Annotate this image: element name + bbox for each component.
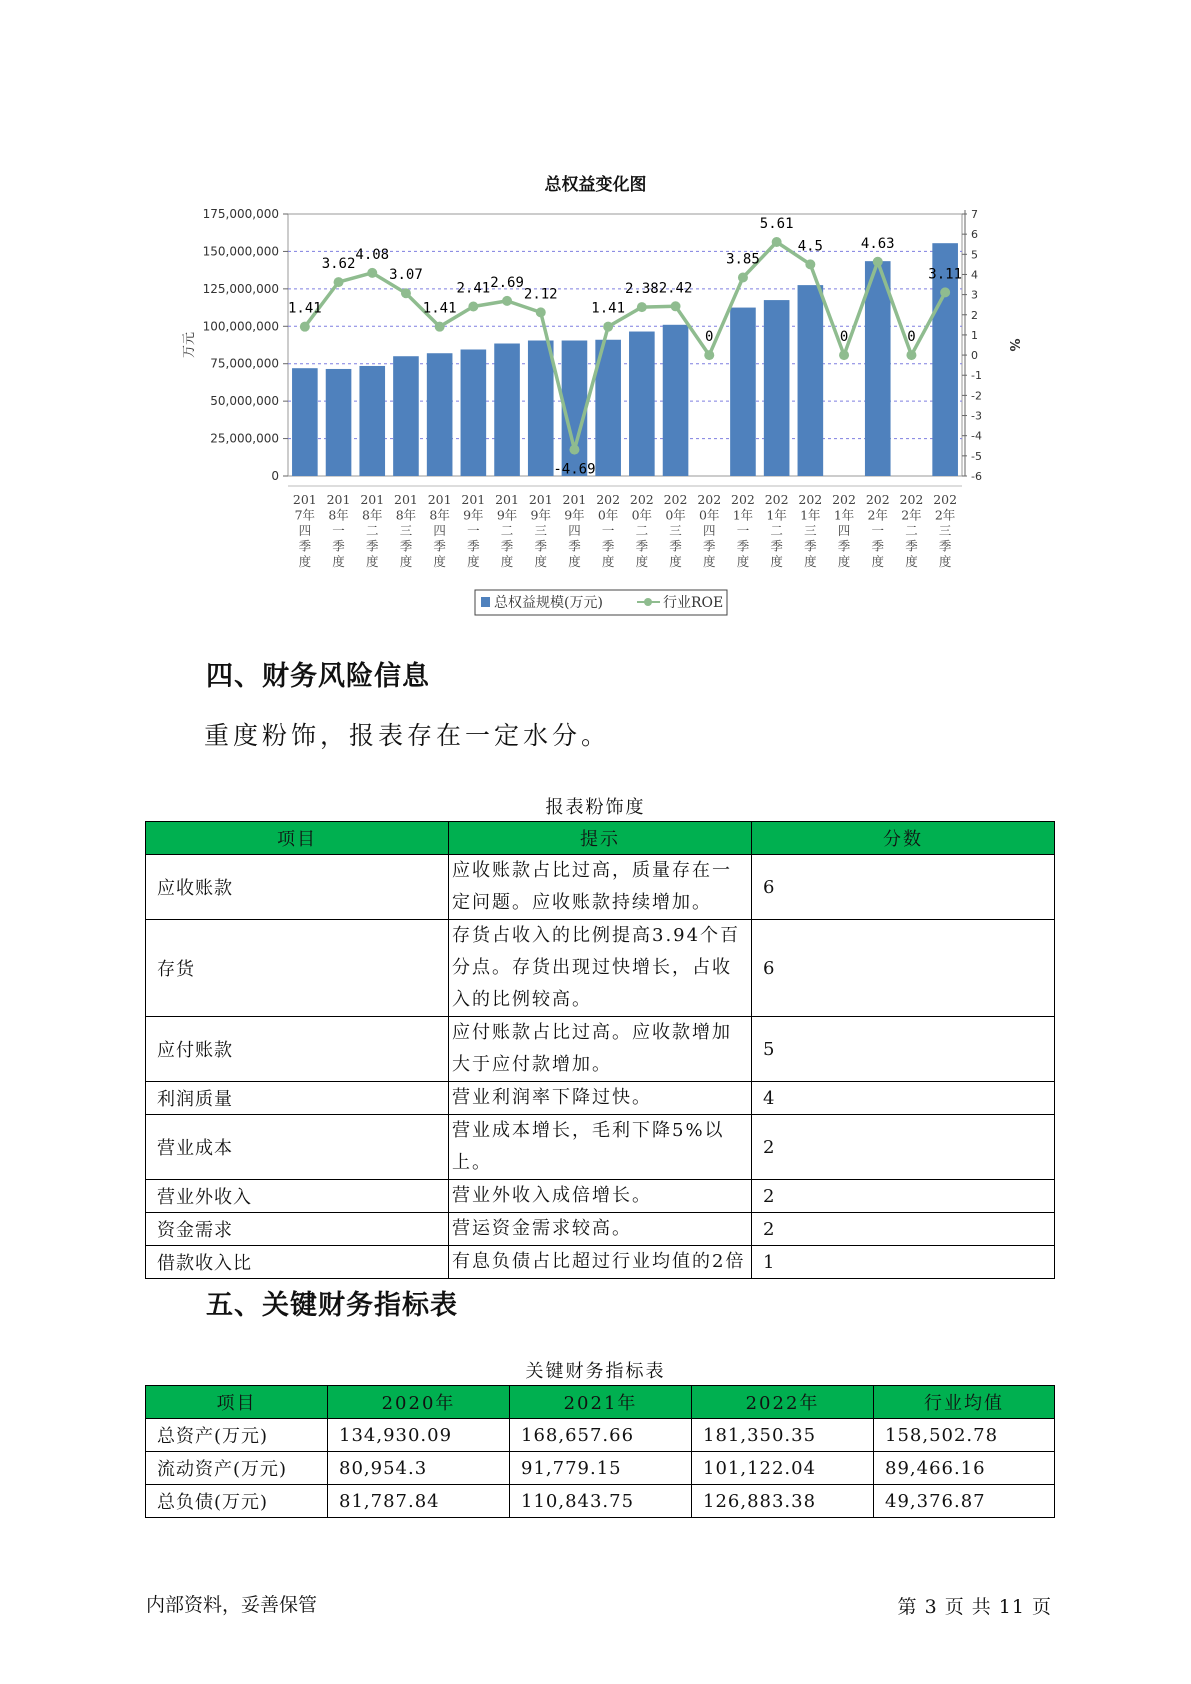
y-axis-left-label: 万元 — [182, 331, 197, 359]
roe-data-label: 1.41 — [422, 300, 457, 317]
table-row — [146, 1452, 1055, 1485]
roe-data-label: 4.08 — [355, 246, 390, 263]
x-tick-label-line: 四 — [433, 523, 446, 538]
roe-point — [300, 322, 310, 332]
row-hint: 营业利润率下降过快。 — [449, 1082, 752, 1115]
x-tick-label-line: 202 — [697, 492, 722, 507]
roe-point — [772, 237, 782, 247]
row-2022: 101,122.04 — [692, 1452, 874, 1485]
row-hint: 有息负债占比超过行业均值的2倍 — [449, 1246, 752, 1279]
equity-bar — [764, 300, 790, 476]
x-tick-label-line: 202 — [832, 492, 856, 507]
x-tick-label-line: 1年 — [800, 507, 821, 523]
equity-bar — [326, 369, 352, 476]
roe-data-label: 2.12 — [523, 286, 558, 303]
header-2021: 2021年 — [510, 1386, 692, 1419]
table-row — [146, 1082, 1055, 1115]
row-item: 流动资产(万元) — [146, 1452, 328, 1485]
row-score: 6 — [752, 920, 1055, 1017]
x-tick-label-line: 8年 — [362, 507, 383, 523]
x-tick-label-line: 201 — [326, 492, 351, 507]
header-item: 项目 — [146, 822, 449, 855]
x-tick-label-line: 7年 — [294, 507, 316, 523]
x-tick-label-line: 季 — [534, 538, 548, 554]
x-tick-label-line: 8年 — [395, 507, 417, 523]
x-tick-label — [428, 492, 452, 569]
x-tick-label-line: 一 — [736, 523, 750, 538]
x-tick-label-line: 四 — [702, 523, 716, 538]
x-tick-label-line: 度 — [905, 554, 918, 569]
y-right-tick-label: -5 — [971, 449, 982, 463]
y-left-tick-label: 150,000,000 — [202, 244, 279, 259]
row-hint: 存货占收入的比例提高3.94个百分点。存货出现过快增长，占收入的比例较高。 — [449, 920, 752, 1017]
y-right-tick-label: 5 — [971, 248, 978, 262]
table-row — [146, 1485, 1055, 1518]
x-tick-label — [630, 492, 654, 569]
y-left-tick-label: 25,000,000 — [210, 431, 279, 446]
x-tick-label-line: 度 — [332, 554, 345, 569]
x-tick-label-line: 季 — [938, 538, 952, 554]
row-score: 2 — [752, 1115, 1055, 1180]
x-tick-label-line: 202 — [899, 492, 924, 507]
x-tick-label-line: 度 — [601, 554, 615, 569]
equity-bar — [528, 341, 554, 476]
x-tick-label — [765, 492, 789, 569]
kpi-table-header — [146, 1386, 1055, 1419]
x-tick-label-line: 三 — [669, 523, 682, 538]
roe-point — [671, 301, 681, 311]
row-score: 2 — [752, 1213, 1055, 1246]
x-tick-label-line: 季 — [770, 538, 783, 554]
y-left-tick-label: 100,000,000 — [202, 319, 279, 334]
x-tick-label-line: 三 — [804, 523, 817, 538]
section5-heading: 五、关键财务指标表 — [206, 1290, 458, 1321]
x-tick-label — [327, 492, 351, 569]
x-tick-label-line: 度 — [702, 554, 716, 569]
x-tick-label — [360, 492, 384, 569]
x-tick-label — [394, 492, 418, 569]
row-item: 应付账款 — [146, 1017, 449, 1082]
roe-data-label: 3.07 — [389, 267, 423, 284]
x-tick-label-line: 二 — [500, 523, 514, 538]
header-2022: 2022年 — [692, 1386, 874, 1419]
x-tick-label-line: 1年 — [766, 507, 787, 523]
row-item: 应收账款 — [146, 855, 449, 920]
table-row — [146, 855, 1055, 920]
x-tick-label-line: 季 — [871, 538, 885, 554]
y-right-tick-label: 7 — [971, 208, 978, 221]
x-tick-label — [495, 492, 519, 569]
x-tick-label-line: 四 — [298, 523, 312, 538]
row-item: 借款收入比 — [146, 1246, 449, 1279]
legend-bar-swatch — [481, 597, 490, 607]
x-tick-label-line: 202 — [629, 492, 654, 507]
kpi-table — [145, 1385, 1055, 1518]
x-tick-label — [697, 492, 721, 569]
roe-point — [334, 277, 344, 287]
row-2020: 134,930.09 — [328, 1419, 510, 1452]
row-score: 5 — [752, 1017, 1055, 1082]
x-tick-label — [832, 492, 856, 569]
x-tick-label-line: 度 — [871, 554, 885, 569]
x-tick-label-line: 四 — [837, 523, 851, 538]
row-2021: 168,657.66 — [510, 1419, 692, 1452]
roe-point — [367, 268, 377, 278]
x-tick-label — [563, 492, 587, 569]
roe-point — [603, 322, 613, 332]
x-tick-label — [731, 492, 755, 569]
row-2022: 181,350.35 — [692, 1419, 874, 1452]
y-right-tick-label: -1 — [971, 369, 982, 383]
x-tick-label-line: 0年 — [597, 507, 619, 523]
equity-bar — [359, 366, 385, 476]
x-tick-label-line: 201 — [292, 492, 317, 507]
roe-point — [738, 272, 748, 282]
x-tick-label-line: 度 — [534, 554, 548, 569]
roe-point — [502, 296, 512, 306]
x-tick-label-line: 202 — [663, 492, 688, 507]
roe-point — [435, 322, 445, 332]
roe-data-label: 0 — [839, 329, 849, 346]
x-tick-label-line: 202 — [933, 492, 958, 507]
row-avg: 49,376.87 — [874, 1485, 1055, 1518]
row-item: 资金需求 — [146, 1213, 449, 1246]
roe-data-label: 4.5 — [797, 238, 823, 255]
roe-data-label: 4.63 — [860, 235, 895, 252]
equity-bar — [427, 353, 453, 476]
x-tick-label-line: 201 — [461, 492, 486, 507]
y-left-tick-label: 125,000,000 — [202, 281, 279, 296]
y-right-tick-label: 0 — [971, 349, 978, 363]
row-2020: 81,787.84 — [328, 1485, 510, 1518]
row-item: 存货 — [146, 920, 449, 1017]
header-score: 分数 — [752, 822, 1055, 855]
x-tick-label-line: 201 — [360, 492, 385, 507]
x-tick-label-line: 9年 — [564, 507, 585, 523]
row-item: 营业外收入 — [146, 1180, 449, 1213]
roe-point — [401, 288, 411, 298]
y-right-tick-label: 2 — [971, 308, 978, 322]
row-2022: 126,883.38 — [692, 1485, 874, 1518]
roe-data-label: 3.62 — [321, 256, 356, 273]
x-tick-label-line: 一 — [467, 523, 480, 538]
roe-data-label: 1.41 — [591, 300, 626, 317]
section4-heading: 四、财务风险信息 — [206, 661, 430, 692]
row-score: 2 — [752, 1180, 1055, 1213]
y-right-tick-label: -2 — [971, 389, 982, 403]
y-right-tick-label: 3 — [971, 288, 978, 302]
y-axis-right-label: % — [1006, 338, 1021, 352]
row-2021: 91,779.15 — [510, 1452, 692, 1485]
x-tick-label-line: 季 — [905, 538, 918, 554]
risk-summary: 重度粉饰，报表存在一定水分。 — [204, 721, 611, 750]
x-tick-label-line: 202 — [596, 492, 621, 507]
x-tick-label-line: 度 — [500, 554, 514, 569]
footer-page-number: 第 3 页 共 11 页 — [897, 1596, 1052, 1618]
roe-point — [839, 350, 849, 360]
x-tick-label-line: 0年 — [665, 507, 686, 523]
x-tick-label-line: 一 — [871, 523, 885, 538]
legend-line-marker — [644, 598, 652, 606]
table-row — [146, 1180, 1055, 1213]
row-score: 1 — [752, 1246, 1055, 1279]
roe-data-label: -4.69 — [553, 461, 596, 478]
x-tick-label-line: 一 — [601, 523, 615, 538]
x-tick-label-line: 8年 — [429, 507, 450, 523]
x-tick-label-line: 季 — [736, 538, 750, 554]
row-hint: 营运资金需求较高。 — [449, 1213, 752, 1246]
x-tick-label-line: 0年 — [631, 507, 653, 523]
y-right-tick-label: 6 — [971, 228, 978, 242]
x-tick-label-line: 度 — [770, 554, 783, 569]
x-tick-label-line: 季 — [365, 538, 379, 554]
y-right-tick-label: -3 — [971, 409, 982, 423]
x-tick-label — [596, 492, 620, 569]
x-tick-label-line: 二 — [365, 523, 379, 538]
risk-table — [145, 821, 1055, 1279]
x-tick-label-line: 202 — [798, 492, 823, 507]
x-tick-label-line: 季 — [601, 538, 615, 554]
x-tick-label-line: 201 — [528, 492, 553, 507]
x-tick-label — [866, 492, 890, 569]
x-tick-label-line: 度 — [736, 554, 750, 569]
x-tick-label-line: 季 — [433, 538, 446, 554]
roe-data-label: 2.42 — [658, 280, 693, 297]
x-tick-label-line: 季 — [298, 538, 312, 554]
x-tick-label-line: 季 — [500, 538, 514, 554]
x-tick-label-line: 季 — [702, 538, 716, 554]
equity-bar — [663, 325, 689, 476]
header-2020: 2020年 — [328, 1386, 510, 1419]
roe-point — [569, 445, 579, 455]
roe-point — [704, 350, 714, 360]
equity-bar — [494, 344, 520, 476]
footer-confidential: 内部资料，妥善保管 — [146, 1594, 318, 1616]
x-tick-label-line: 季 — [804, 538, 817, 554]
x-tick-label-line: 0年 — [699, 507, 720, 523]
equity-bar — [865, 261, 891, 476]
equity-bar — [629, 332, 655, 476]
x-tick-label-line: 季 — [568, 538, 581, 554]
table-row — [146, 1213, 1055, 1246]
row-score: 6 — [752, 855, 1055, 920]
x-tick-label-line: 一 — [332, 523, 345, 538]
x-tick-label-line: 度 — [399, 554, 413, 569]
row-avg: 158,502.78 — [874, 1419, 1055, 1452]
x-tick-label-line: 201 — [427, 492, 452, 507]
roe-data-label: 2.41 — [456, 280, 491, 297]
x-tick-label-line: 2年 — [867, 507, 888, 523]
x-tick-label-line: 季 — [467, 538, 480, 554]
header-industry-avg: 行业均值 — [874, 1386, 1055, 1419]
roe-point — [940, 287, 950, 297]
x-tick-label-line: 度 — [635, 554, 649, 569]
x-tick-label — [461, 492, 485, 569]
x-tick-label-line: 三 — [938, 523, 952, 538]
x-tick-label-line: 三 — [399, 523, 413, 538]
x-tick-label-line: 202 — [764, 492, 789, 507]
x-tick-label-line: 9年 — [463, 507, 484, 523]
x-tick-label-line: 1年 — [833, 507, 855, 523]
roe-data-label: 2.69 — [490, 274, 524, 291]
roe-data-label: 1.41 — [287, 300, 322, 317]
roe-point — [805, 259, 815, 269]
x-tick-label — [529, 492, 553, 569]
header-hint: 提示 — [449, 822, 752, 855]
table-row — [146, 1419, 1055, 1452]
x-tick-label-line: 9年 — [496, 507, 518, 523]
x-tick-label-line: 四 — [568, 523, 581, 538]
x-tick-label-line: 度 — [837, 554, 851, 569]
x-tick-label-line: 1年 — [732, 507, 754, 523]
roe-point — [637, 302, 647, 312]
x-tick-label-line: 季 — [635, 538, 649, 554]
y-left-tick-label: 75,000,000 — [210, 356, 279, 371]
y-right-tick-label: -6 — [971, 470, 982, 483]
x-tick-label-line: 度 — [669, 554, 682, 569]
x-tick-label-line: 二 — [905, 523, 918, 538]
x-tick-label-line: 2年 — [901, 507, 922, 523]
row-item: 利润质量 — [146, 1082, 449, 1115]
table-row — [146, 920, 1055, 1017]
row-2021: 110,843.75 — [510, 1485, 692, 1518]
x-tick-label-line: 度 — [467, 554, 480, 569]
table-row — [146, 1246, 1055, 1279]
row-hint: 应收账款占比过高，质量存在一定问题。应收账款持续增加。 — [449, 855, 752, 920]
equity-bar — [798, 285, 824, 476]
y-left-tick-label: 175,000,000 — [202, 207, 279, 221]
kpi-table-caption: 关键财务指标表 — [525, 1361, 666, 1382]
legend — [475, 590, 727, 615]
x-tick-label-line: 8年 — [328, 507, 349, 523]
row-avg: 89,466.16 — [874, 1452, 1055, 1485]
y-right-tick-label: 4 — [971, 268, 978, 282]
y-left-tick-label: 0 — [271, 469, 279, 483]
roe-data-label: 0 — [705, 329, 714, 346]
x-tick-label-line: 二 — [770, 523, 783, 538]
x-tick-label — [293, 492, 317, 569]
roe-data-label: 5.61 — [759, 216, 794, 233]
row-item: 营业成本 — [146, 1115, 449, 1180]
x-tick-label-line: 201 — [394, 492, 418, 507]
equity-bar — [393, 356, 419, 476]
row-hint: 营业成本增长，毛利下降5%以上。 — [449, 1115, 752, 1180]
roe-data-label: 3.11 — [928, 266, 963, 283]
legend-line-label: 行业ROE — [663, 595, 724, 611]
x-tick-label-line: 季 — [669, 538, 682, 554]
risk-table-header — [146, 822, 1055, 855]
x-tick-label-line: 季 — [399, 538, 413, 554]
row-item: 总负债(万元) — [146, 1485, 328, 1518]
row-item: 总资产(万元) — [146, 1419, 328, 1452]
x-tick-label — [900, 492, 924, 569]
x-tick-label-line: 度 — [804, 554, 817, 569]
row-hint: 营业外收入成倍增长。 — [449, 1180, 752, 1213]
risk-table-caption: 报表粉饰度 — [545, 797, 646, 818]
legend-bar-label: 总权益规模(万元) — [494, 595, 603, 611]
y-right-tick-label: -4 — [971, 429, 982, 443]
x-tick-label-line: 201 — [562, 492, 587, 507]
x-tick-label — [798, 492, 822, 569]
x-tick-label-line: 9年 — [530, 507, 551, 523]
x-tick-label-line: 度 — [433, 554, 446, 569]
roe-point — [468, 302, 478, 312]
x-tick-label — [664, 492, 688, 569]
roe-data-label: 3.85 — [726, 251, 760, 268]
x-tick-label — [933, 492, 957, 569]
equity-chart — [0, 0, 1191, 640]
row-2020: 80,954.3 — [328, 1452, 510, 1485]
equity-bar — [292, 368, 318, 476]
equity-bar — [461, 349, 487, 476]
chart-title: 总权益变化图 — [544, 175, 647, 195]
x-tick-label-line: 201 — [495, 492, 519, 507]
header-item: 项目 — [146, 1386, 328, 1419]
x-tick-label-line: 季 — [332, 538, 345, 554]
row-hint: 应付账款占比过高。应收款增加大于应付款增加。 — [449, 1017, 752, 1082]
roe-point — [536, 307, 546, 317]
x-tick-label-line: 202 — [731, 492, 755, 507]
table-row — [146, 1017, 1055, 1082]
roe-point — [873, 257, 883, 267]
x-tick-label-line: 三 — [534, 523, 548, 538]
x-tick-label-line: 2年 — [934, 507, 956, 523]
x-tick-label-line: 度 — [365, 554, 379, 569]
x-tick-label-line: 度 — [298, 554, 312, 569]
y-right-tick-label: 1 — [971, 328, 978, 342]
roe-data-label: 0 — [907, 329, 916, 346]
equity-bar — [730, 308, 756, 476]
row-score: 4 — [752, 1082, 1055, 1115]
x-tick-label-line: 度 — [568, 554, 581, 569]
x-tick-label-line: 202 — [865, 492, 890, 507]
y-left-tick-label: 50,000,000 — [210, 394, 279, 409]
x-tick-label-line: 度 — [938, 554, 952, 569]
x-tick-label-line: 二 — [635, 523, 649, 538]
x-tick-label-line: 季 — [837, 538, 851, 554]
roe-point — [906, 350, 916, 360]
table-row — [146, 1115, 1055, 1180]
roe-data-label: 2.38 — [624, 281, 659, 298]
